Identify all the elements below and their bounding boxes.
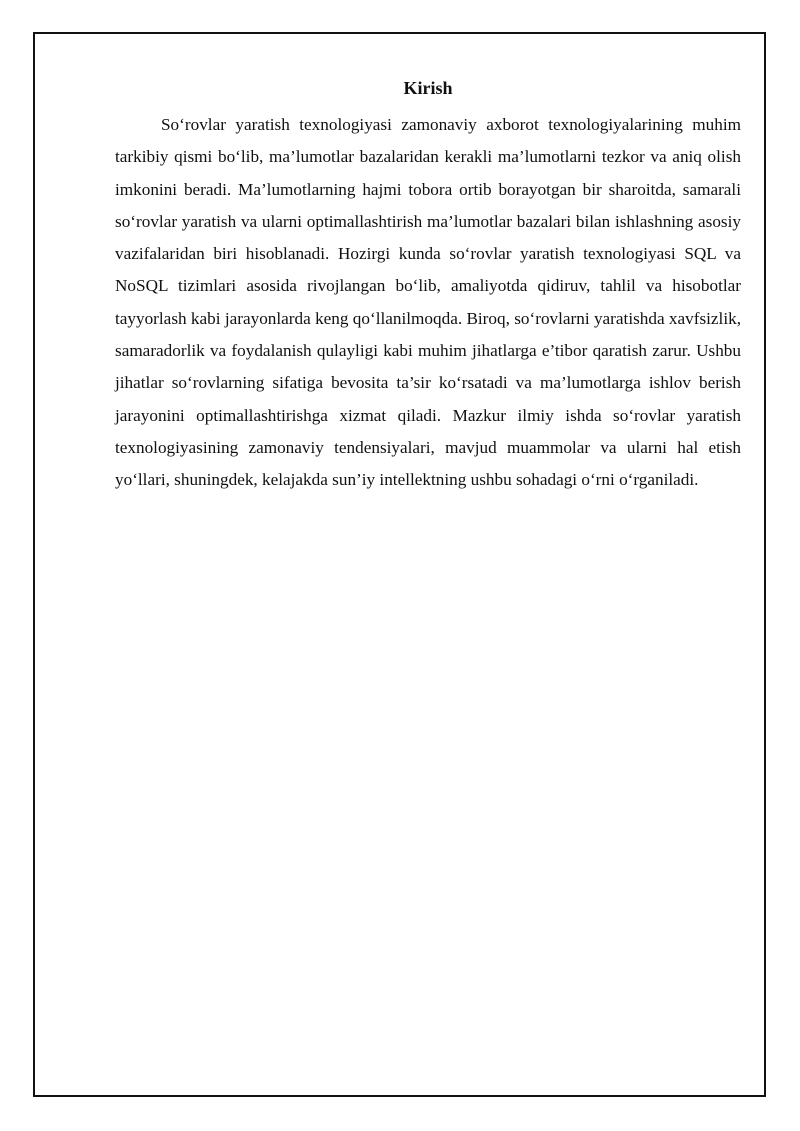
document-title: Kirish xyxy=(403,78,453,98)
body-paragraph: So‘rovlar yaratish texnologiyasi zamonaviy axborot texnologiyalarining muhim tarkibiy qismi bo‘lib, ma’lumotlar bazalaridan kerakli ma’lumotlarni tezkor va aniq olish imkonini beradi. Ma’lumotlarning hajmi tobora ortib borayotgan bir sharoitda, samarali so‘rovlar yaratish va ularni optimallashtirish ma’lumotlar bazalari bilan ishlashning asosiy vazifalaridan biri hisoblanadi. Hozirgi kunda so‘rovlar yaratish texnologiyasi SQL va NoSQL tizimlari asosida rivojlangan bo‘lib, amaliyotda qidiruv, tahlil va hisobotlar tayyorlash kabi jarayonlarda keng qo‘llanilmoqda. Biroq, so‘rovlarni yaratishda xavfsizlik, samaradorlik va foydalanish qulayligi kabi muhim jihatlarga e’tibor qaratish zarur. Ushbu jihatlar so‘rovlarning sifatiga bevosita ta’sir ko‘rsatadi va ma’lumotlarga ishlov berish jarayonini optimallashtirishga xizmat qiladi. Mazkur ilmiy ishda so‘rovlar yaratish texnologiyasining zamonaviy tendensiyalari, mavjud muammolar va ularni hal etish yo‘llari, shuningdek, kelajakda sun’iy intellektning ushbu sohadagi o‘rni o‘rganiladi. xyxy=(115,115,741,490)
